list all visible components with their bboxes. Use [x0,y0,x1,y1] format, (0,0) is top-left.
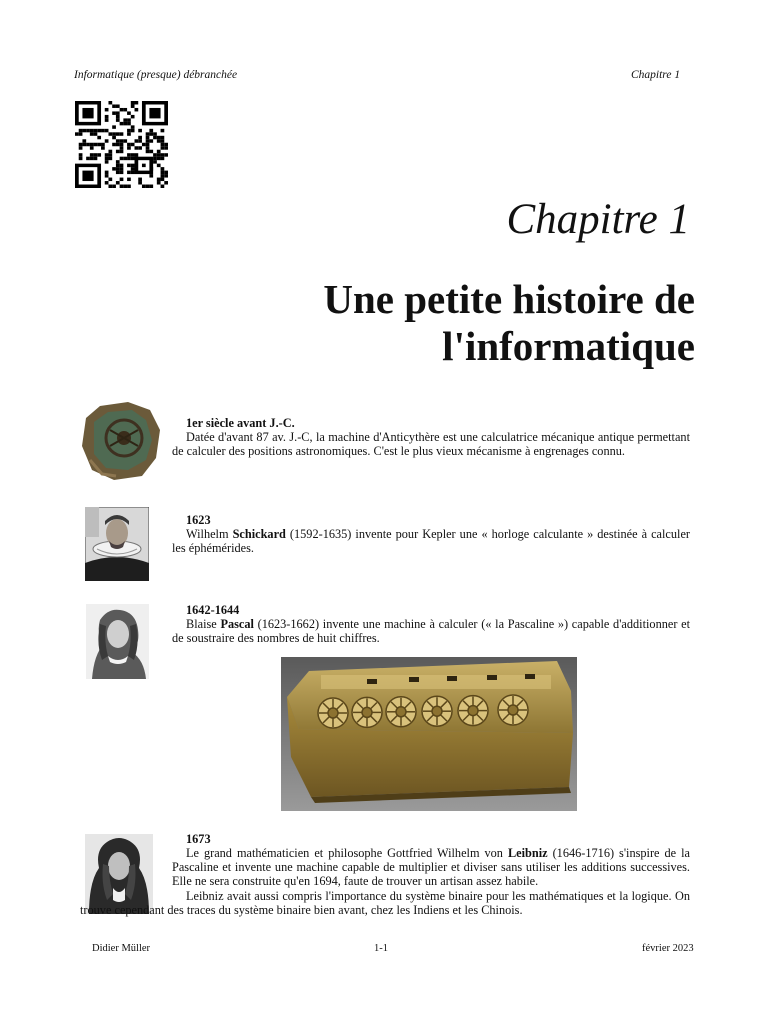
entry-date: 1642-1644 [186,603,240,617]
title-line-2: l'informatique [442,323,695,369]
footer-date: février 2023 [642,943,694,954]
entry-text: Wilhelm Schickard (1592-1635) invente pour Kepler une « horloge calculante » destinée à calculer les éphémérides. [172,527,691,555]
entry-date: 1623 [186,513,211,527]
title-line-1: Une petite histoire de [323,276,695,322]
antikythera-image [80,400,162,482]
person-name: Leibniz [507,846,548,860]
running-header-left: Informatique (presque) débranchée [74,69,238,81]
entry-pascal [172,603,690,645]
qr-code [75,101,168,188]
footer-author: Didier Müller [92,943,151,954]
entry-text: Leibniz avait aussi compris l'importance du système binaire pour les mathématiques et la logique. On trouve cependant des traces du système binaire bien avant, chez les Indiens et les Chinois. [80,889,690,917]
pascal-portrait [86,604,149,679]
person-name: Pascal [220,617,254,631]
entry-schickard [172,513,690,555]
pascaline-photo [281,657,577,811]
footer-page-number: 1-1 [374,943,388,954]
chapter-label: Chapitre 1 [506,196,690,243]
entry-antikythera [172,416,690,458]
entry-date: 1er siècle avant J.-C. [186,416,295,430]
entry-leibniz [172,832,690,888]
entry-date: 1673 [186,832,211,846]
person-name: Schickard [232,527,286,541]
page-title [175,276,695,370]
schickard-portrait [85,507,149,581]
entry-leibniz-continued [80,889,690,917]
running-header-right: Chapitre 1 [631,69,681,81]
entry-text: Datée d'avant 87 av. J.-C, la machine d'Anticythère est une calculatrice mécanique antique permettant de calculer des positions astronomiques. C'est le plus vieux mécanisme à engrenages connu. [172,430,690,458]
entry-text: Blaise Pascal (1623-1662) invente une machine à calculer (« la Pascaline ») capable d'additionner et de soustraire des nombres de huit chiffres. [172,617,690,645]
entry-text: Le grand mathématicien et philosophe Gottfried Wilhelm von Leibniz (1646-1716) s'inspire de la Pascaline et invente une machine capable de multiplier et diviser sans utiliser les additions successives. Elle ne sera construite qu'en 1694, faute de trouver un artisan assez habile. [172,846,690,888]
